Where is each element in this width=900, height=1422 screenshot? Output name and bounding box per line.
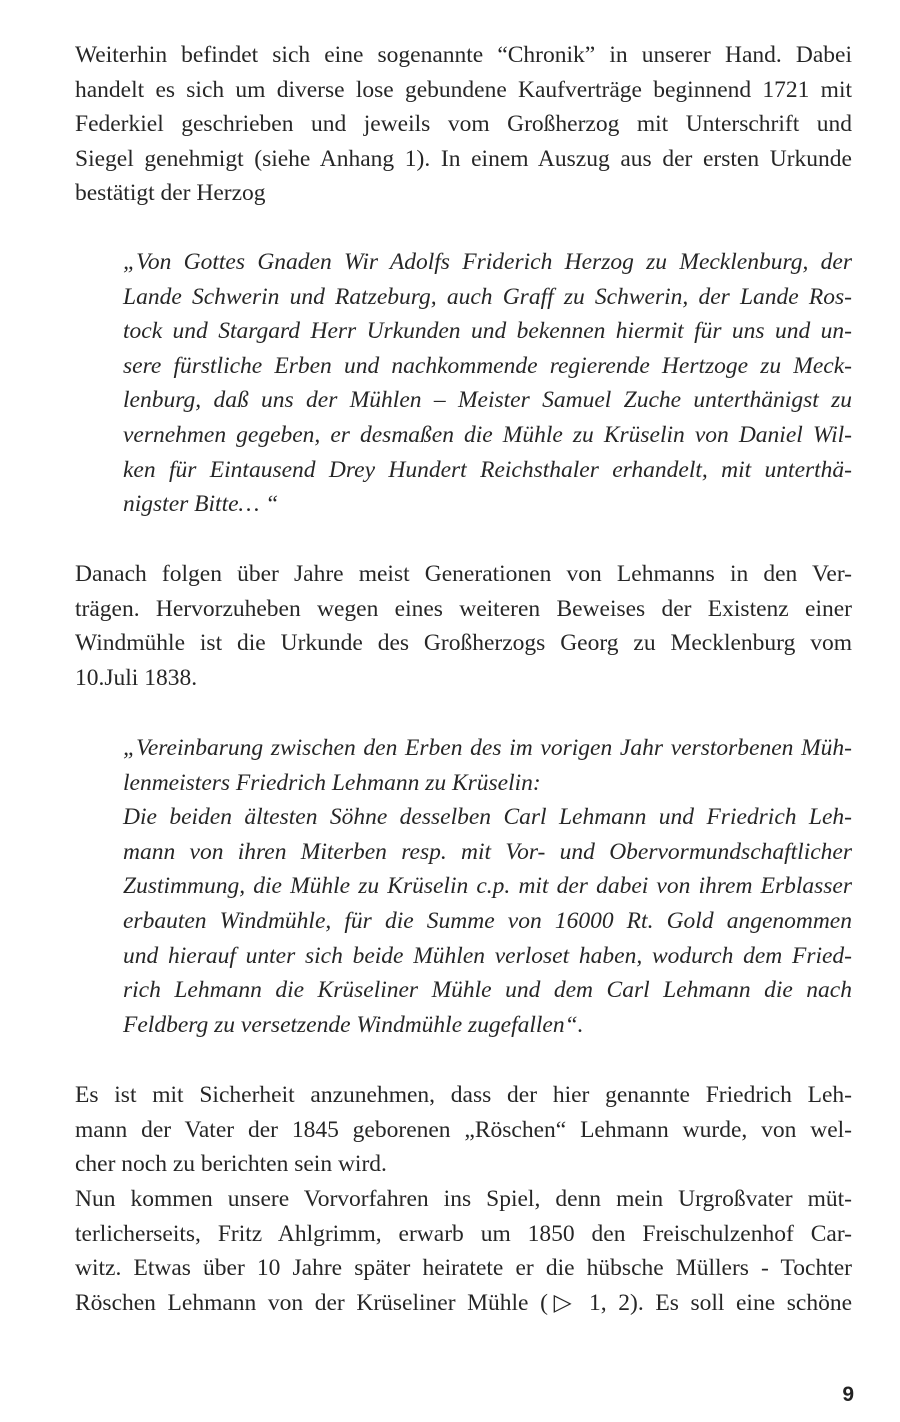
quote-line: rich Lehmann die Krüseliner Mühle und dem Carl Lehmann die nach (123, 977, 852, 1004)
text-line: Siegel genehmigt (siehe Anhang 1). In einem Auszug aus der ersten Urkunde (75, 145, 852, 172)
quote-line: erbauten Windmühle, für die Summe von 16000 Rt. Gold angenommen (123, 907, 852, 934)
quote-line: tock und Stargard Herr Urkunden und bekennen hiermit für uns und un- (123, 318, 852, 345)
quote-line: und hierauf unter sich beide Mühlen verloset haben, wodurch dem Fried- (123, 942, 852, 969)
quote-line: sere fürstliche Erben und nachkommende regierende Hertzoge zu Meck- (123, 352, 852, 379)
text-line: 10.Juli 1838. (75, 664, 198, 691)
quote-line: mann von ihren Miterben resp. mit Vor- und Obervormundschaftlicher (123, 838, 852, 865)
text-line: handelt es sich um diverse lose gebundene Kaufverträge beginnend 1721 mit (75, 76, 852, 103)
text-line: Federkiel geschrieben und jeweils vom Großherzog mit Unterschrift und (75, 111, 852, 138)
quote-line: Lande Schwerin und Ratzeburg, auch Graff zu Schwerin, der Lande Ros- (123, 283, 852, 310)
text-line: Windmühle ist die Urkunde des Großherzogs Georg zu Mecklenburg vom (75, 630, 852, 657)
quote-vereinbarung-1838 (123, 731, 852, 1042)
quote-line: Feldberg zu versetzende Windmühle zugefallen“. (123, 1011, 584, 1038)
quote-line: Zustimmung, die Mühle zu Krüselin c.p. mit der dabei von ihrem Erblasser (123, 873, 852, 900)
quote-line: Die beiden ältesten Söhne desselben Carl Lehmann und Friedrich Leh- (123, 804, 852, 831)
text-line: trägen. Hervorzuheben wegen eines weiteren Beweises der Existenz einer (75, 595, 852, 622)
quote-line: lenmeisters Friedrich Lehmann zu Krüselin: (123, 769, 541, 796)
text-line: Danach folgen über Jahre meist Generationen von Lehmanns in den Ver- (75, 561, 852, 587)
page-number: 9 (842, 1383, 854, 1406)
text-line: terlicherseits, Fritz Ahlgrimm, erwarb um 1850 den Freischulzenhof Car- (75, 1220, 852, 1247)
text-line: cher noch zu berichten sein wird. (75, 1151, 387, 1178)
text-line: mann der Vater der 1845 geborenen „Röschen“ Lehmann wurde, von wel- (75, 1116, 852, 1143)
text-line: bestätigt der Herzog (75, 180, 266, 207)
text-line: Nun kommen unsere Vorvorfahren ins Spiel, denn mein Urgroßvater müt- (75, 1186, 852, 1212)
paragraph-roeschen (75, 1078, 852, 1182)
text-line: Weiterhin befindet sich eine sogenannte “Chronik” in unserer Hand. Dabei (75, 42, 852, 68)
paragraph-chronik (75, 38, 852, 211)
quote-line: vernehmen gegeben, er desmaßen die Mühle zu Krüselin von Daniel Wil- (123, 421, 852, 448)
paragraph-generationen (75, 557, 852, 695)
text-line: Röschen Lehmann von der Krüseliner Mühle (▷ 1, 2). Es soll eine schöne (75, 1289, 852, 1316)
text-line: witz. Etwas über 10 Jahre später heiratete er die hübsche Müllers - Tochter (75, 1255, 852, 1282)
quote-line: „Vereinbarung zwischen den Erben des im vorigen Jahr verstorbenen Müh- (123, 735, 852, 761)
paragraph-vorvorfahren (75, 1182, 852, 1320)
quote-urkunde-1721 (123, 245, 852, 522)
text-line: Es ist mit Sicherheit anzunehmen, dass der hier genannte Friedrich Leh- (75, 1082, 852, 1108)
quote-line: nigster Bitte… “ (123, 491, 279, 518)
quote-line: lenburg, daß uns der Mühlen – Meister Samuel Zuche unterthänigst zu (123, 387, 852, 414)
quote-line: ken für Eintausend Drey Hundert Reichsthaler erhandelt, mit unterthä- (123, 456, 852, 483)
quote-line: „Von Gottes Gnaden Wir Adolfs Friderich Herzog zu Mecklenburg, der (123, 249, 852, 275)
